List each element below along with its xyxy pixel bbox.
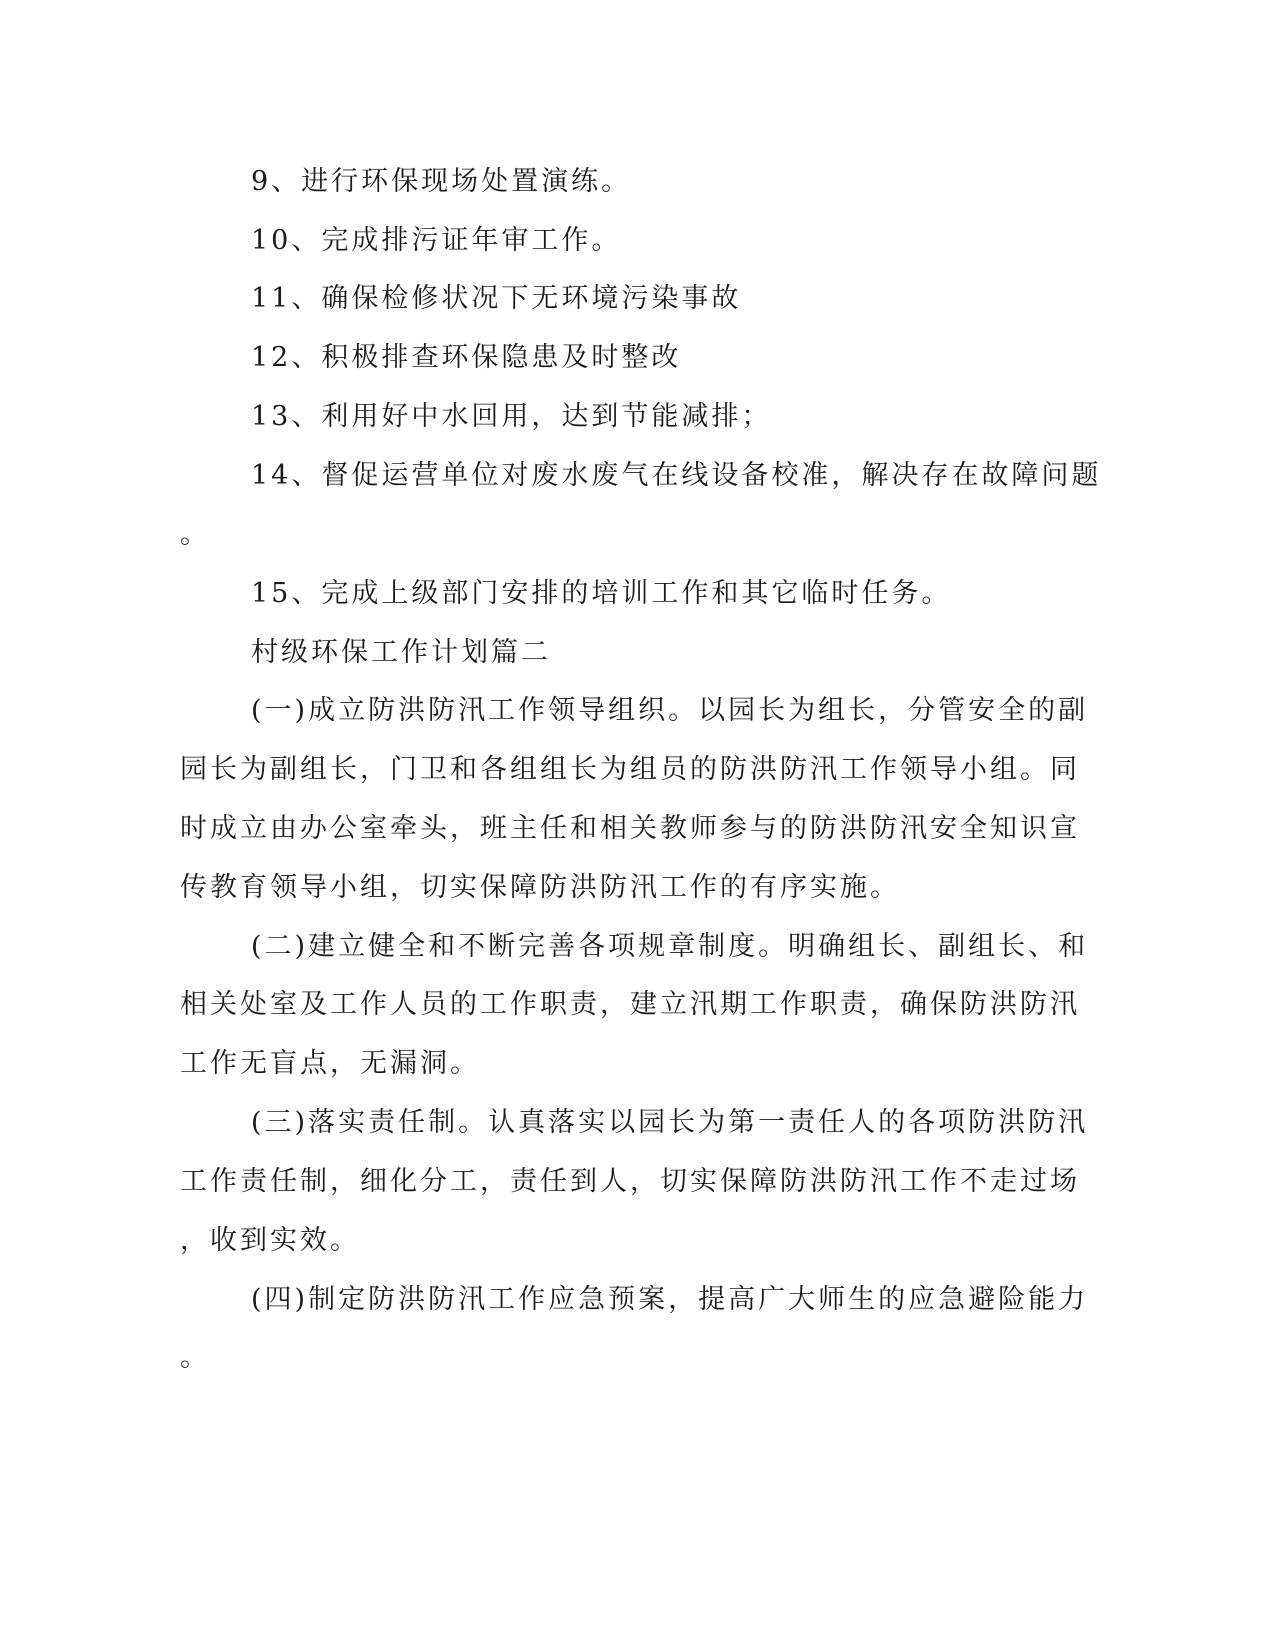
paragraph-4-line-2: 。: [180, 1342, 210, 1373]
list-item-13: 13、利用好中水回用，达到节能减排；: [251, 401, 772, 432]
paragraph-1-line-1: (一)成立防洪防汛工作领导组织。以园长为组长，分管安全的副: [251, 695, 1089, 726]
paragraph-2-line-1: (二)建立健全和不断完善各项规章制度。明确组长、副组长、和: [251, 931, 1089, 962]
paragraph-1-line-3: 时成立由办公室牵头，班主任和相关教师参与的防洪防汛安全知识宣: [180, 813, 1080, 844]
list-item-12: 12、积极排查环保隐患及时整改: [251, 342, 682, 373]
list-item-14: 14、督促运营单位对废水废气在线设备校准，解决存在故障问题: [251, 460, 1102, 491]
list-item-11: 11、确保检修状况下无环境污染事故: [251, 283, 742, 314]
paragraph-2-line-2: 相关处室及工作人员的工作职责，建立汛期工作职责，确保防洪防汛: [180, 989, 1080, 1020]
paragraph-2-line-3: 工作无盲点，无漏洞。: [180, 1048, 480, 1079]
paragraph-3-line-1: (三)落实责任制。认真落实以园长为第一责任人的各项防洪防汛: [251, 1107, 1089, 1138]
paragraph-3-line-2: 工作责任制，细化分工，责任到人，切实保障防洪防汛工作不走过场: [180, 1166, 1080, 1197]
paragraph-1-line-2: 园长为副组长，门卫和各组组长为组员的防洪防汛工作领导小组。同: [180, 754, 1080, 785]
section-title: 村级环保工作计划篇二: [251, 637, 551, 668]
list-item-9: 9、进行环保现场处置演练。: [251, 166, 632, 197]
list-item-14-continuation: 。: [180, 519, 210, 550]
list-item-10: 10、完成排污证年审工作。: [251, 225, 622, 256]
list-item-15: 15、完成上级部门安排的培训工作和其它临时任务。: [251, 578, 952, 609]
paragraph-4-line-1: (四)制定防洪防汛工作应急预案，提高广大师生的应急避险能力: [251, 1284, 1089, 1315]
paragraph-3-line-3: ，收到实效。: [180, 1225, 360, 1256]
paragraph-1-line-4: 传教育领导小组，切实保障防洪防汛工作的有序实施。: [180, 872, 900, 903]
